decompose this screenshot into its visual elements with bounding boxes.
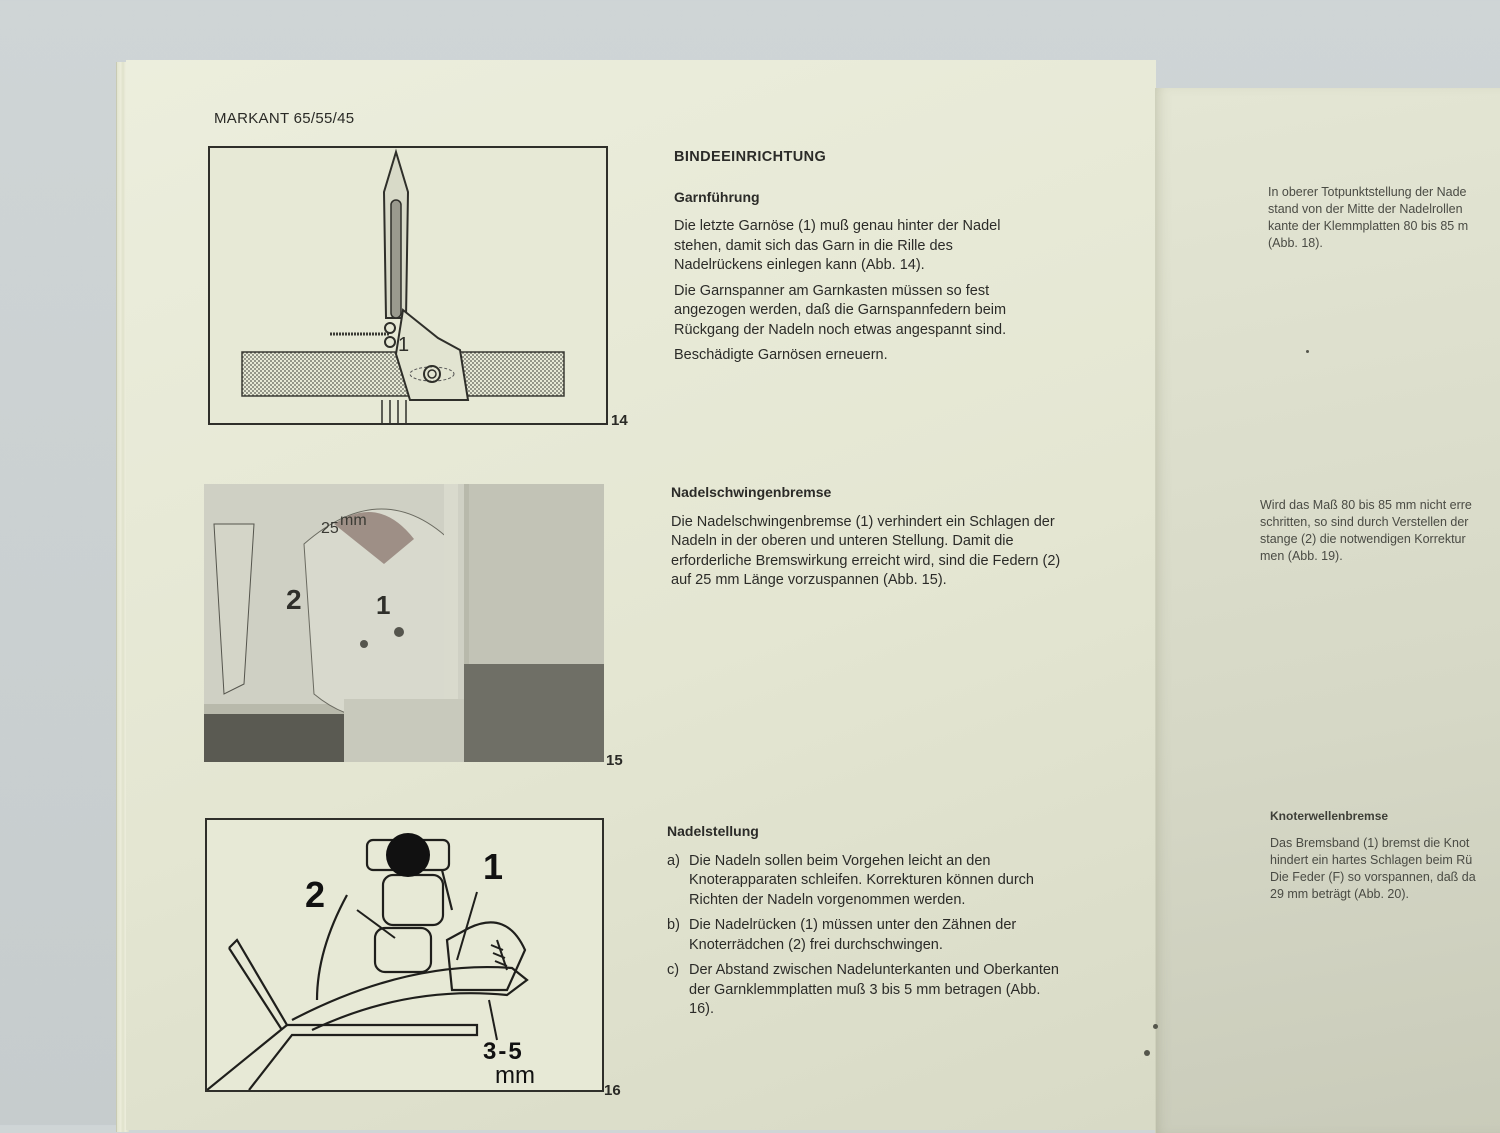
dim-unit-mm: mm — [495, 1062, 535, 1089]
figure-number-14: 14 — [611, 412, 628, 429]
callout-1: 1 — [376, 590, 391, 620]
dim-label-3-5: 3-5 — [483, 1038, 524, 1065]
paragraph: Die letzte Garnöse (1) muß genau hinter der Nadel stehen, damit sich das Garn in die Rille des Nadelrückens einlegen kann (Abb. 14). — [674, 218, 1001, 273]
dim-label-25: 25 — [321, 520, 339, 537]
section-title: BINDEEINRICHTUNG — [674, 149, 827, 165]
figure-14 — [208, 146, 608, 425]
subheading-garnfuehrung: Garnführung — [674, 188, 760, 205]
subheading-knoterwellenbremse: Knoterwellenbremse — [1270, 809, 1389, 823]
needle-diagram-icon — [210, 148, 606, 423]
paragraph: Die Garnspanner am Garnkasten müssen so fest angezogen werden, daß die Garnspannfedern beim Rückgang der Nadeln noch etwas angespannt sind. — [674, 282, 1007, 338]
right-paragraph-1: In oberer Totpunktstellung der Nade stand von der Mitte der Nadelrollen kante der Klemmplatten 80 bis 85 m (Abb. 18). — [1268, 185, 1469, 250]
paper-speck — [1306, 350, 1309, 353]
figure-number-15: 15 — [606, 752, 623, 769]
subheading-nadelschwingenbremse: Nadelschwingenbremse — [671, 484, 832, 500]
callout-1: 1 — [398, 334, 410, 356]
callout-1: 1 — [483, 846, 504, 887]
list-item: b) Die Nadelrücken (1) müssen unter den Zähnen der Knoterrädchen (2) frei durchschwingen. — [667, 917, 1017, 953]
dim-unit-mm: mm — [340, 512, 367, 529]
figure-16 — [205, 818, 604, 1092]
figure-number-16: 16 — [604, 1082, 621, 1099]
list-item: a) Die Nadeln sollen beim Vorgehen leicht an den Knoterapparaten schleifen. Korrekturen können durch Richten der Nadeln vorgenommen werden. — [667, 852, 1034, 908]
right-section-knoterwellenbremse: Knoterwellenbremse Das Bremsband (1) bremst die Knot hindert ein hartes Schlagen beim Rü Die Feder (F) so vorspannen, daß da 29 mm beträgt (Abb. 20). — [1270, 808, 1500, 903]
section-nadelstellung — [667, 822, 1062, 1026]
staple-mark — [1153, 1024, 1158, 1029]
running-head: MARKANT 65/55/45 — [214, 110, 355, 127]
staple-mark — [1144, 1050, 1150, 1056]
section-bindeeinrichtung — [674, 148, 1044, 372]
brake-photo-icon — [204, 484, 604, 762]
callout-2: 2 — [305, 874, 326, 915]
section-nadelschwingenbremse — [671, 483, 1066, 597]
list-item: c) Der Abstand zwischen Nadelunterkanten und Oberkanten der Garnklemmplatten muß 3 bis 5 mm betragen (Abb. 16). — [667, 962, 1059, 1017]
right-paragraph-2: Wird das Maß 80 bis 85 mm nicht erre schritten, so sind durch Verstellen der stange (2) die notwendigen Korrektur men (Abb. 19). — [1260, 498, 1472, 563]
knotter-diagram-icon — [207, 820, 602, 1090]
paragraph: Die Nadelschwingenbremse (1) verhindert ein Schlagen der Nadeln in der oberen und unteren Stellung. Damit die erforderliche Bremswirkung erreicht wird, sind die Federn (2) auf 25 mm Länge vorzuspannen (Abb. 15). — [671, 513, 1061, 588]
callout-2: 2 — [286, 584, 302, 615]
paragraph: Beschädigte Garnösen erneuern. — [674, 347, 888, 363]
subheading-nadelstellung: Nadelstellung — [667, 823, 759, 839]
figure-15-photo — [204, 484, 604, 762]
